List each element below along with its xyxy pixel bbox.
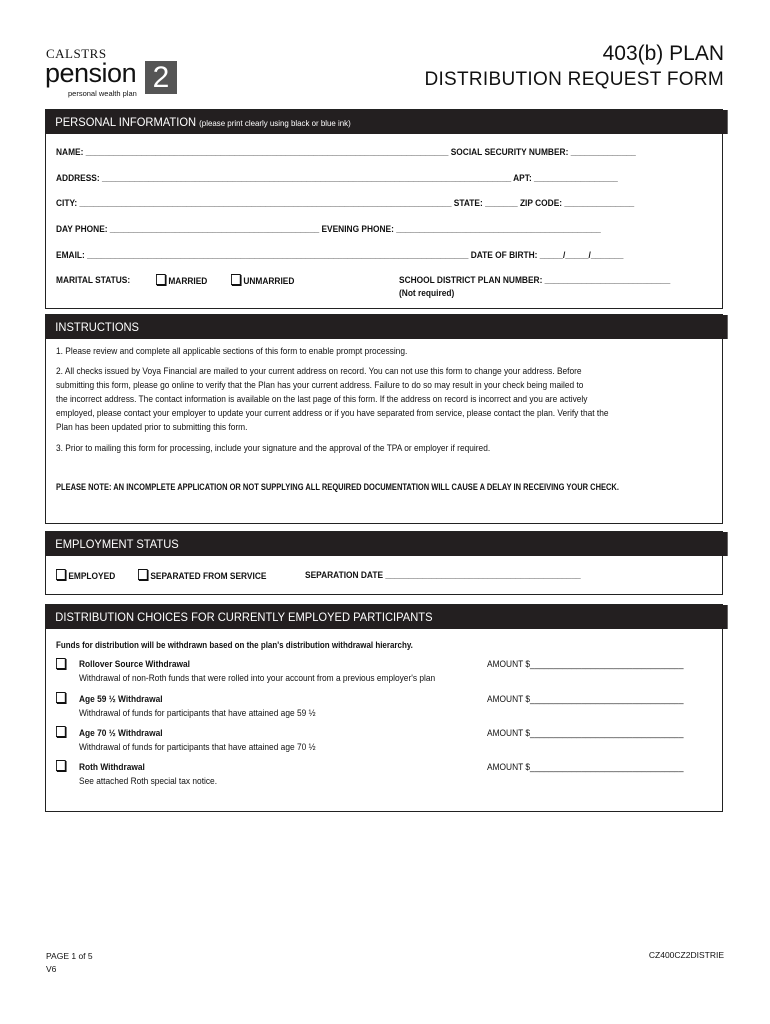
name-field[interactable]: NAME: ______________________________________________________________________________ SOCIAL SECURITY NUMBER: ______________: [56, 147, 636, 158]
not-required-note: (Not required): [399, 288, 455, 299]
checkbox-icon[interactable]: [56, 692, 66, 703]
roth-title: Roth Withdrawal: [79, 762, 145, 773]
separated-checkbox[interactable]: SEPARATED FROM SERVICE: [138, 569, 266, 582]
unmarried-checkbox[interactable]: UNMARRIED: [231, 274, 294, 287]
rollover-title: Rollover Source Withdrawal: [79, 659, 190, 670]
checkbox-icon[interactable]: [56, 658, 66, 669]
age-59-checkbox[interactable]: [56, 692, 68, 705]
checkbox-icon[interactable]: [56, 726, 66, 737]
instruction-2-line-3: the incorrect address. The contact information is available on the last page of this form. If the address on record is incorrect and you are actively: [56, 394, 588, 405]
age-70-description: Withdrawal of funds for participants that have attained age 70 ½: [79, 742, 316, 753]
calstrs-logo-text: CALSTRS: [46, 46, 107, 61]
personal-information-section: [45, 109, 723, 309]
form-title-plan: 403(b) PLAN: [602, 42, 724, 65]
separation-date-field[interactable]: SEPARATION DATE __________________________________________: [305, 570, 581, 581]
logo-tagline: personal wealth plan: [68, 89, 137, 98]
form-version: V6: [46, 964, 57, 974]
pension-logo-number: 2: [145, 61, 177, 94]
address-field[interactable]: ADDRESS: ________________________________________________________________________________________ APT: __________________: [56, 173, 618, 184]
instruction-2-line-5: Plan has been updated prior to submitting this form.: [56, 422, 248, 433]
age-70-checkbox[interactable]: [56, 726, 68, 739]
rollover-description: Withdrawal of non-Roth funds that were rolled into your account from a previous employer's plan: [79, 673, 436, 684]
checkbox-icon[interactable]: [138, 569, 148, 580]
checkbox-icon[interactable]: [56, 760, 66, 771]
school-plan-number-field[interactable]: SCHOOL DISTRICT PLAN NUMBER: ___________________________: [399, 275, 671, 286]
form-title: DISTRIBUTION REQUEST FORM: [424, 69, 724, 90]
age-70-amount-field[interactable]: AMOUNT $_________________________________: [487, 728, 684, 739]
pension-logo-text: pension: [45, 58, 137, 88]
age-59-title: Age 59 ½ Withdrawal: [79, 694, 163, 705]
distribution-choices-heading: DISTRIBUTION CHOICES FOR CURRENTLY EMPLOYED PARTICIPANTS: [46, 605, 728, 629]
city-field[interactable]: CITY: ________________________________________________________________________________ STATE: _______ ZIP CODE: _______________: [56, 198, 635, 209]
age-59-amount-field[interactable]: AMOUNT $_________________________________: [487, 694, 684, 705]
rollover-amount-field[interactable]: AMOUNT $_________________________________: [487, 659, 684, 670]
checkbox-icon[interactable]: [56, 569, 66, 580]
distribution-choices-section: [45, 604, 723, 812]
distribution-intro: Funds for distribution will be withdrawn based on the plan's distribution withdrawal hierarchy.: [56, 640, 413, 651]
email-field[interactable]: EMAIL: __________________________________________________________________________________ DATE OF BIRTH: _____/_____/_______: [56, 250, 624, 261]
instruction-2-line-2: submitting this form, please go online to verify that the Plan has your current address. Failure to do so may result in your check being mailed to: [56, 380, 584, 391]
form-code: CZ400CZ2DISTRIE: [648, 950, 724, 960]
incomplete-application-note: PLEASE NOTE: AN INCOMPLETE APPLICATION OR NOT SUPPLYING ALL REQUIRED DOCUMENTATION WILL CAUSE A DELAY IN RECEIVING YOUR CHECK.: [56, 482, 619, 493]
instruction-1: 1. Please review and complete all applicable sections of this form to enable prompt processing.: [56, 346, 408, 357]
employed-checkbox[interactable]: EMPLOYED: [56, 569, 115, 582]
age-59-description: Withdrawal of funds for participants that have attained age 59 ½: [79, 708, 316, 719]
rollover-checkbox[interactable]: [56, 658, 68, 671]
marital-status-label: MARITAL STATUS:: [56, 275, 131, 286]
roth-amount-field[interactable]: AMOUNT $_________________________________: [487, 762, 684, 773]
phone-field[interactable]: DAY PHONE: _____________________________________________ EVENING PHONE: ____________________________________________: [56, 224, 601, 235]
roth-checkbox[interactable]: [56, 760, 68, 773]
age-70-title: Age 70 ½ Withdrawal: [79, 728, 163, 739]
instruction-2-line-4: employed, please contact your employer to update your current address or if you have separated from service, please contact the plan. Verify that the: [56, 408, 609, 419]
page-number: PAGE 1 of 5: [46, 951, 93, 961]
checkbox-icon[interactable]: [231, 274, 241, 285]
employment-status-heading: EMPLOYMENT STATUS: [46, 532, 728, 556]
instruction-3: 3. Prior to mailing this form for processing, include your signature and the approval of the TPA or employer if required.: [56, 443, 491, 454]
instruction-2-line-1: 2. All checks issued by Voya Financial are mailed to your current address on record. You can not use this form to change your address. Before: [56, 366, 582, 377]
roth-description: See attached Roth special tax notice.: [79, 776, 218, 787]
married-checkbox[interactable]: MARRIED: [156, 274, 207, 287]
checkbox-icon[interactable]: [156, 274, 166, 285]
personal-information-heading: PERSONAL INFORMATION (please print clearly using black or blue ink): [46, 110, 728, 134]
employment-status-section: [45, 531, 723, 595]
instructions-section: [45, 314, 723, 524]
instructions-heading: INSTRUCTIONS: [46, 315, 728, 339]
